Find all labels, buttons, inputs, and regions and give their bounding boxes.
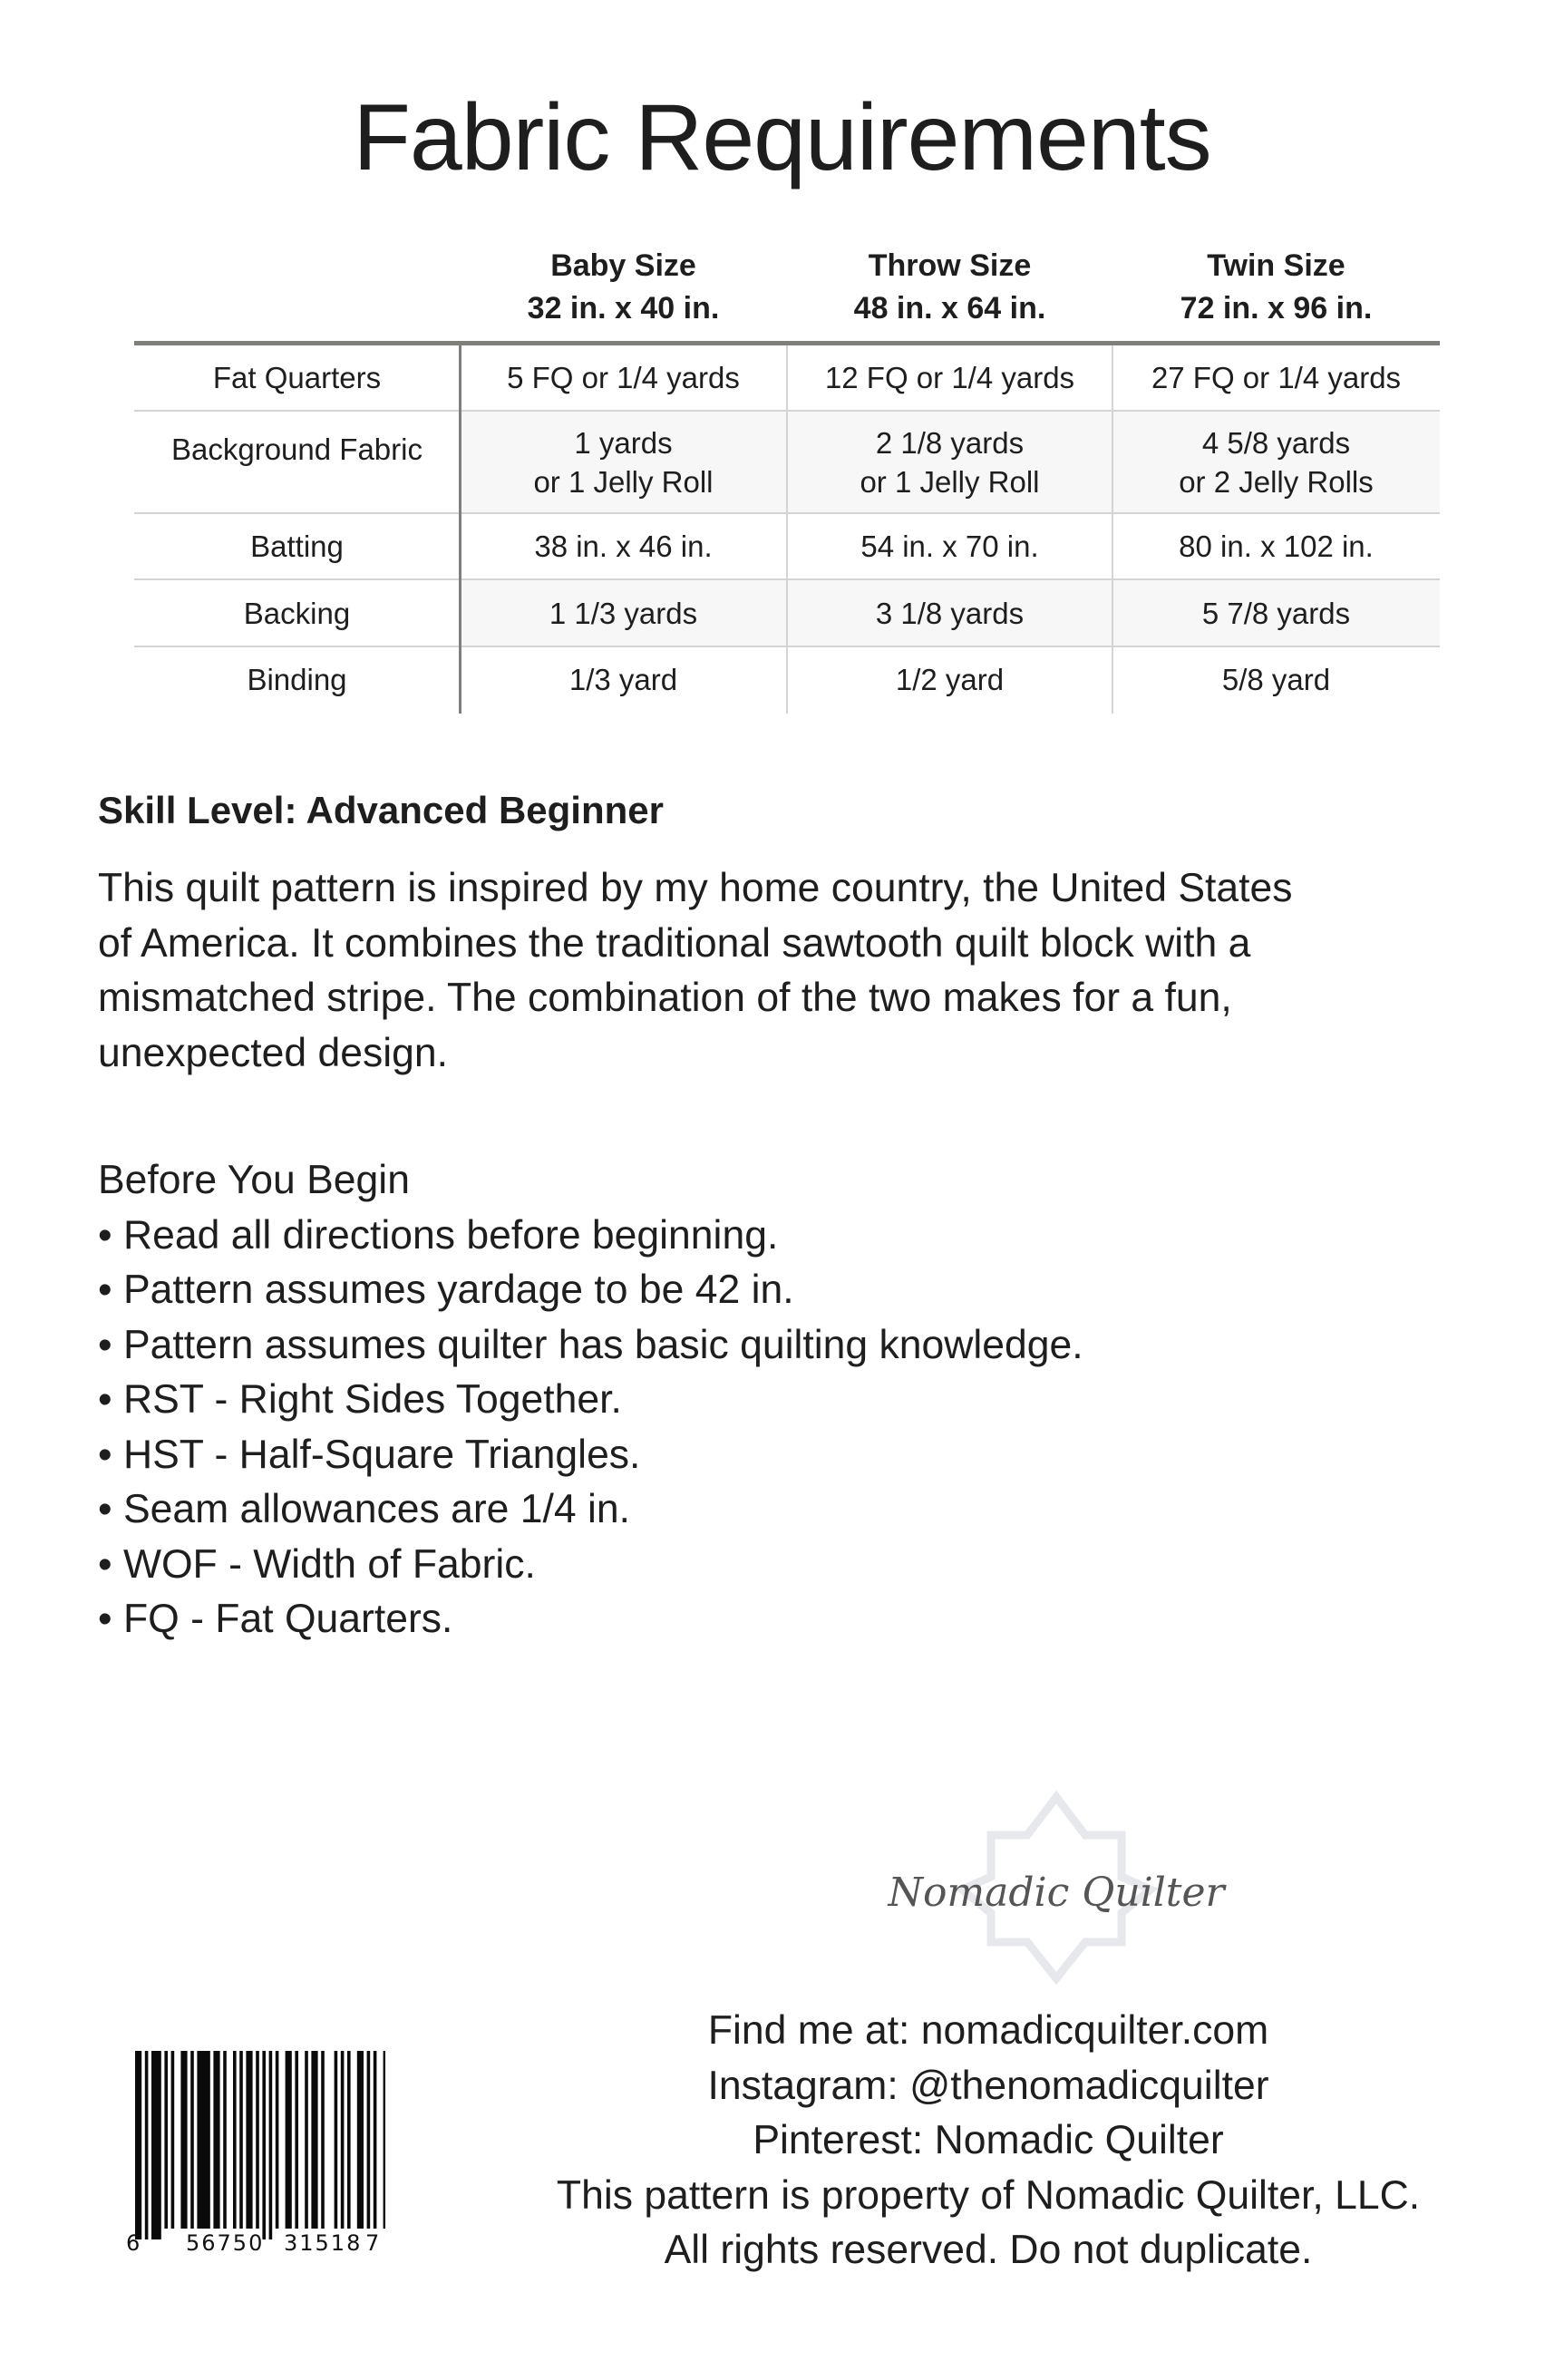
column-divider: [459, 345, 461, 714]
barcode-bar: [223, 2051, 227, 2229]
barcode-bar: [305, 2051, 308, 2229]
table-cell: [1112, 345, 1440, 410]
cell-line: 5/8 yard: [1221, 663, 1331, 696]
barcode-bar: [347, 2051, 351, 2229]
table-cell: [460, 345, 787, 410]
cell-line: 1/3 yard: [568, 663, 678, 696]
column-size-name: Twin Size: [1207, 248, 1345, 283]
barcode-bar: [321, 2051, 325, 2229]
barcode-bar: [335, 2051, 338, 2229]
barcode-bar: [171, 2051, 175, 2229]
list-item: • Seam allowances are 1/4 in.: [98, 1487, 630, 1531]
table-cell: [787, 514, 1112, 578]
barcode-bar: [295, 2051, 298, 2229]
cell-line: 5 FQ or 1/4 yards: [507, 361, 740, 394]
cell-line: 38 in. x 46 in.: [534, 529, 713, 563]
list-item: • RST - Right Sides Together.: [98, 1377, 622, 1422]
barcode-bar: [374, 2051, 377, 2229]
barcode-digits: 56750: [186, 2230, 265, 2256]
cell-line: 5 7/8 yards: [1201, 596, 1351, 630]
list-item: • FQ - Fat Quarters.: [98, 1597, 453, 1641]
cell-line: 2 1/8 yards: [875, 425, 1025, 460]
column-dimensions: 32 in. x 40 in.: [527, 291, 720, 325]
description-line: of America. It combines the traditional sawtooth quilt block with a: [98, 920, 1251, 966]
barcode-bar: [311, 2051, 317, 2229]
column-size-name: Throw Size: [868, 248, 1032, 283]
barcode-bar: [341, 2051, 345, 2229]
table-cell: [787, 345, 1112, 410]
skill-level: Skill Level: Advanced Beginner: [98, 789, 664, 831]
cell-line: or 1 Jelly Roll: [860, 464, 1040, 499]
barcode-bar: [239, 2051, 243, 2229]
barcode-bar: [384, 2051, 385, 2229]
barcode-bar: [276, 2051, 279, 2229]
cell-line: or 1 Jelly Roll: [533, 464, 714, 499]
page-title: Fabric Requirements: [353, 85, 1211, 190]
barcode-digits: 7: [365, 2230, 382, 2256]
barcode-bar: [269, 2051, 273, 2239]
barcode-bar: [246, 2051, 252, 2229]
barcode: [122, 2051, 385, 2259]
barcode-bar: [180, 2051, 187, 2229]
logo-text: Nomadic Quilter: [888, 1870, 1225, 1916]
barcode-bar: [164, 2051, 168, 2229]
cell-line: 27 FQ or 1/4 yards: [1151, 361, 1402, 394]
cell-line: 1/2 yard: [895, 663, 1005, 696]
list-item: • HST - Half-Square Triangles.: [98, 1432, 641, 1477]
column-divider: [1112, 345, 1113, 714]
barcode-bar: [286, 2051, 292, 2229]
pinterest-line: Pinterest: Nomadic Quilter: [753, 2118, 1224, 2162]
cell-line: 54 in. x 70 in.: [860, 529, 1039, 563]
row-label: Background Fabric: [171, 432, 423, 466]
column-size-name: Baby Size: [550, 248, 696, 283]
barcode-bar: [262, 2051, 266, 2239]
table-cell: [787, 412, 1112, 512]
cell-line: 3 1/8 yards: [875, 596, 1025, 630]
column-divider: [786, 345, 788, 714]
description-line: mismatched stripe. The combination of the two makes for a fun,: [98, 976, 1232, 1020]
rights-line: All rights reserved. Do not duplicate.: [664, 2228, 1313, 2272]
cell-line: 12 FQ or 1/4 yards: [824, 361, 1075, 394]
barcode-bar: [135, 2051, 141, 2239]
table-cell: [460, 412, 787, 512]
row-label: Backing: [243, 596, 351, 630]
table-cell: [1112, 514, 1440, 578]
barcode-bar: [233, 2051, 237, 2229]
table-cell: [787, 647, 1112, 712]
list-item: • Pattern assumes quilter has basic quilting knowledge.: [98, 1322, 1083, 1367]
nomadic-quilter-logo: [884, 1777, 1229, 1995]
row-label: Batting: [250, 529, 344, 563]
table-cell: [460, 514, 787, 578]
cell-line: 1 1/3 yards: [549, 596, 698, 630]
cell-line: 1 yards: [574, 425, 673, 460]
barcode-bar: [190, 2051, 194, 2229]
column-header: [1112, 245, 1440, 342]
footer: [471, 2004, 1505, 2278]
barcode-bar: [151, 2051, 161, 2239]
before-you-begin: [98, 1153, 1083, 1647]
instagram-line: Instagram: @thenomadicquilter: [707, 2063, 1269, 2108]
barcode-bar: [213, 2051, 219, 2229]
table-cell: [460, 580, 787, 646]
table-cell: [1112, 647, 1440, 712]
barcode-bar: [256, 2051, 259, 2229]
list-item: • Read all directions before beginning.: [98, 1212, 779, 1258]
table-cell: [1112, 580, 1440, 646]
description: [98, 861, 1512, 1081]
column-header: [460, 245, 787, 342]
table-cell: [460, 647, 787, 712]
barcode-bar: [357, 2051, 364, 2229]
barcode-bar: [367, 2051, 371, 2229]
description-line: unexpected design.: [98, 1030, 448, 1075]
cell-line: or 2 Jelly Rolls: [1179, 464, 1374, 499]
column-header: [787, 245, 1112, 342]
list-item: • WOF - Width of Fabric.: [98, 1541, 536, 1587]
row-label: Binding: [247, 663, 347, 696]
list-item: • Pattern assumes yardage to be 42 in.: [98, 1268, 794, 1312]
property-line: This pattern is property of Nomadic Quilter, LLC.: [556, 2172, 1421, 2218]
description-line: This quilt pattern is inspired by my home country, the United States: [98, 866, 1293, 910]
barcode-digits: 31518: [284, 2230, 363, 2256]
barcode-bar: [197, 2051, 209, 2229]
table-cell: [1112, 412, 1440, 512]
barcode-bar: [145, 2051, 149, 2239]
barcode-digits: 6: [126, 2230, 142, 2256]
before-heading: Before You Begin: [98, 1158, 410, 1202]
cell-line: 4 5/8 yards: [1201, 425, 1351, 460]
table-cell: [787, 580, 1112, 646]
column-dimensions: 72 in. x 96 in.: [1180, 291, 1373, 325]
website-line: Find me at: nomadicquilter.com: [707, 2008, 1269, 2053]
column-dimensions: 48 in. x 64 in.: [853, 291, 1046, 325]
row-label: Fat Quarters: [212, 361, 382, 394]
cell-line: 80 in. x 102 in.: [1179, 529, 1374, 563]
